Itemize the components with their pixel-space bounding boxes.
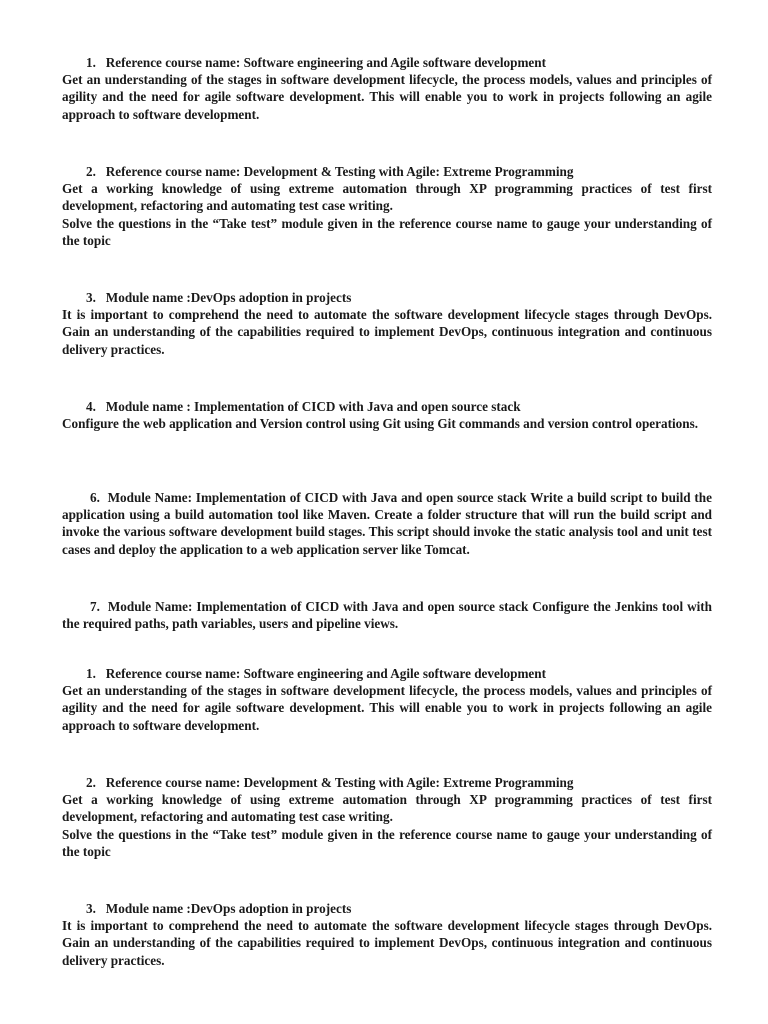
section-7 bbox=[62, 598, 712, 632]
section-inline-paragraph bbox=[62, 598, 712, 632]
paragraph: Get a working knowledge of using extreme automation through XP programming practices of test first development, refactoring and automating test case writing. bbox=[62, 181, 712, 214]
heading-text: Module name : Implementation of CICD with Java and open source stack bbox=[105, 399, 521, 414]
paragraph: Get an understanding of the stages in software development lifecycle, the process models, values and principles of agility and the need for agile software development. This will enable you to work in projects following an agile approach to software development. bbox=[62, 72, 712, 122]
paragraph: Get an understanding of the stages in software development lifecycle, the process models, values and principles of agility and the need for agile software development. This will enable you to work in projects following an agile approach to software development. bbox=[62, 683, 712, 733]
section-1 bbox=[62, 54, 712, 123]
section-inline-paragraph bbox=[62, 489, 712, 558]
heading-text: Module name :DevOps adoption in projects bbox=[105, 901, 352, 916]
section-heading bbox=[62, 665, 712, 682]
paragraph: Configure the web application and Version control using Git using Git commands and version control operations. bbox=[62, 416, 699, 432]
section-3 bbox=[62, 289, 712, 358]
list-number: 4. bbox=[86, 399, 96, 414]
section-heading bbox=[62, 900, 712, 917]
list-number: 3. bbox=[86, 290, 96, 305]
list-number: 2. bbox=[86, 164, 96, 179]
paragraph: Get a working knowledge of using extreme automation through XP programming practices of test first development, refactoring and automating test case writing. bbox=[62, 792, 712, 825]
section-2 bbox=[62, 163, 712, 249]
list-number: 1. bbox=[86, 666, 96, 681]
paragraph: It is important to comprehend the need to automate the software development lifecycle stages through DevOps. Gain an understanding of the capabilities required to implement DevOps, continuous integration and continuous delivery practices. bbox=[62, 918, 712, 968]
heading-text: Reference course name: Software engineering and Agile software development bbox=[105, 55, 547, 70]
section-1-repeat bbox=[62, 665, 712, 734]
section-heading bbox=[62, 289, 712, 306]
section-heading bbox=[62, 774, 712, 791]
paragraph: Solve the questions in the “Take test” module given in the reference course name to gauge your understanding of the topic bbox=[62, 826, 712, 859]
section-heading bbox=[62, 398, 712, 415]
heading-text: Module Name: Implementation of CICD with Java and open source stack Write a build script to build the application using a build automation tool like Maven. Create a folder structure that will run the build script and invoke the various software development build stages. This script should invoke the static analysis tool and unit test cases and deploy the application to a web application server like Tomcat. bbox=[62, 490, 712, 557]
list-number: 3. bbox=[86, 901, 96, 916]
paragraph: It is important to comprehend the need to automate the software development lifecycle stages through DevOps. Gain an understanding of the capabilities required to implement DevOps, continuous integration and continuous delivery practices. bbox=[62, 307, 712, 357]
heading-text: Reference course name: Development & Testing with Agile: Extreme Programming bbox=[105, 164, 574, 179]
section-heading bbox=[62, 54, 712, 71]
paragraph: Solve the questions in the “Take test” module given in the reference course name to gauge your understanding of the topic bbox=[62, 215, 712, 248]
section-6 bbox=[62, 489, 712, 558]
heading-text: Reference course name: Development & Testing with Agile: Extreme Programming bbox=[105, 775, 574, 790]
section-heading bbox=[62, 163, 712, 180]
list-number: 2. bbox=[86, 775, 96, 790]
section-4 bbox=[62, 398, 712, 432]
heading-text: Module name :DevOps adoption in projects bbox=[105, 290, 352, 305]
list-number: 1. bbox=[86, 55, 96, 70]
list-number: 7. bbox=[90, 599, 100, 614]
list-number: 6. bbox=[90, 490, 100, 505]
heading-text: Module Name: Implementation of CICD with Java and open source stack Configure the Jenkins tool with the required paths, path variables, users and pipeline views. bbox=[62, 599, 713, 632]
section-2-repeat bbox=[62, 774, 712, 860]
section-3-repeat bbox=[62, 900, 712, 969]
heading-text: Reference course name: Software engineering and Agile software development bbox=[105, 666, 547, 681]
